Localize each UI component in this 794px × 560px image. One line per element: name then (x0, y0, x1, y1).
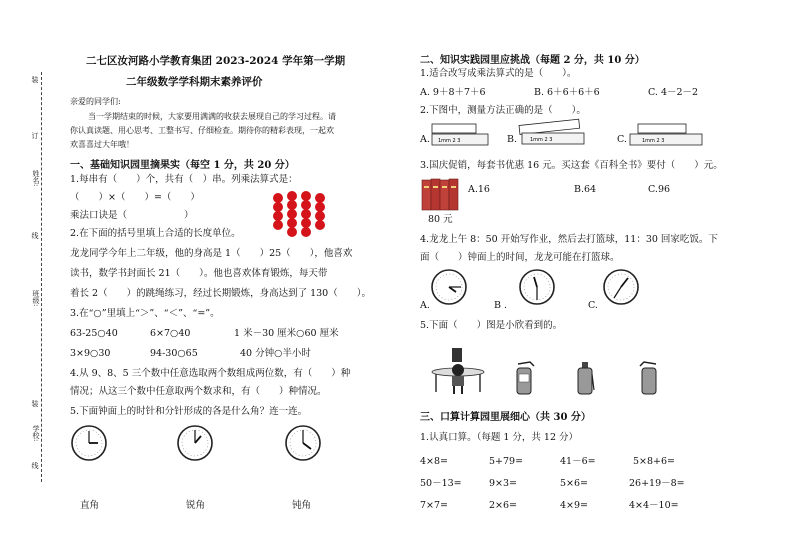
ruler-b-label: 1mm 2 3 (530, 137, 553, 143)
s2-q3-opt-c: C.96 (648, 184, 671, 195)
s2-q3-opt-b: B.64 (574, 184, 597, 195)
ruler-c-icon (628, 122, 704, 148)
calc-1-3: 41－6= (560, 456, 596, 467)
intro-line-3: 欢喜喜过大年哦！ (70, 140, 134, 149)
s2-q2: 2.下图中，测量方法正确的是（ ）。 (420, 105, 586, 116)
seal-mark-1: 装 (31, 76, 39, 84)
compare-2-3: 40 分钟○半小时 (240, 348, 311, 359)
s2-q4-b: 面（ ）钟面上的时间，龙龙可能在打篮球。 (420, 252, 620, 263)
calc-3-2: 2×6= (489, 500, 518, 511)
s2-q1-opt-a: A. 9＋8＋7＋6 (420, 87, 486, 98)
ruler-a-icon (430, 122, 490, 148)
seal-mark-5: 线 (31, 462, 39, 470)
clock-c (602, 268, 640, 306)
s2-q3: 3.国庆促销，每套书优惠 16 元。买这套《百科全书》要付（ ）元。 (420, 160, 723, 171)
s1-q2-c: 着长 2（ ）的跳绳练习，经过长期锻炼，身高达到了 130（ ）。 (70, 288, 371, 299)
books-icon (420, 176, 462, 212)
clock-icon (518, 268, 556, 306)
class-label: 班级: (32, 290, 40, 307)
compare-1-3: 1 米－30 厘米○60 厘米 (234, 328, 339, 339)
binding-line (41, 72, 42, 482)
name-label: 姓名: (32, 170, 40, 187)
calc-2-1: 50－13= (420, 478, 462, 489)
s1-q5: 5.下面钟面上的时针和分针形成的各是什么角？连一连。 (70, 406, 308, 417)
calc-3-4: 4×4－10= (629, 500, 679, 511)
s2-q1-opt-c: C. 4－2－2 (648, 87, 699, 98)
clock-icon (284, 424, 322, 462)
s1-q1-a: 1.每串有（ ）个，共有（ ）串。列乘法算式是： (70, 174, 298, 185)
s1-q2-b: 读书，数学书封面长 21（ ）。他也喜欢体育锻炼，每天带 (70, 268, 328, 279)
clock-icon (430, 268, 468, 306)
clock-icon (70, 424, 108, 462)
extinguisher-back-icon (636, 360, 662, 396)
ruler-b-icon (518, 118, 588, 148)
extinguisher-front-icon (574, 360, 596, 396)
clock-b (518, 268, 556, 306)
s2-q1: 1.适合改写成乘法算式的是（ ）。 (420, 68, 577, 79)
extinguisher-side-icon (512, 360, 538, 396)
calc-3-3: 4×9= (560, 500, 589, 511)
ruler-opt-c: C. (617, 134, 627, 145)
angle-obtuse: 钝角 (292, 500, 312, 511)
section1-title: 一、基础知识园里摘果实（每空 1 分，共 20 分） (70, 160, 295, 171)
calc-2-2: 9×3= (489, 478, 518, 489)
clock-3 (284, 424, 322, 462)
school-title: 二七区汝河路小学教育集团 2023-2024 学年第一学期 (86, 55, 346, 67)
book-price: 80 元 (428, 214, 453, 225)
clock-a (430, 268, 468, 306)
s2-q1-opt-b: B. 6＋6＋6＋6 (534, 87, 600, 98)
s2-q4-a: 4.龙龙上午 8：50 开始写作业，然后去打篮球，11：30 回家吃饭。下 (420, 234, 718, 245)
s1-q1-c: 乘法口诀是（ ） (70, 210, 194, 221)
seal-mark-2: 订 (31, 132, 39, 140)
clock-1 (70, 424, 108, 462)
compare-1-2: 6×7○40 (150, 328, 191, 339)
section3-title: 三、口算计算园里展细心（共 30 分） (420, 412, 591, 423)
girl-looking-icon (430, 344, 486, 396)
intro-line-1: 当一学期结束的时候，大家要用满满的收获去展现自己的学习过程。请 (88, 112, 336, 121)
s2-q4-opt-b: B . (494, 300, 508, 311)
s2-q4-opt-a: A. (420, 300, 430, 311)
apple-bunch-icon (266, 190, 340, 238)
s1-q4-a: 4.从 9、8、5 三个数中任意选取两个数组成两位数，有（ ）种 (70, 368, 351, 379)
s1-q3: 3.在“○”里填上“＞”、“＜”、“=”。 (70, 308, 220, 319)
ruler-a-label: 1mm 2 3 (438, 138, 461, 144)
section2-title: 二、知识实践园里应挑战（每题 2 分，共 10 分） (420, 55, 645, 66)
calc-2-3: 5×6= (560, 478, 589, 489)
s2-q3-opt-a: A.16 (468, 184, 490, 195)
s3-sub: 1.认真口算。（每题 1 分，共 12 分） (420, 432, 579, 443)
s1-q1-b: （ ）×（ ）=（ ） (70, 192, 200, 203)
angle-right: 直角 (80, 500, 100, 511)
compare-2-1: 3×9○30 (70, 348, 111, 359)
compare-2-2: 94-30○65 (150, 348, 198, 359)
calc-1-4: 5×8+6= (633, 456, 676, 467)
angle-acute: 锐角 (186, 500, 206, 511)
s1-q4-b: 情况；从这三个数中任意取两个数求和，有（ ）种情况。 (70, 386, 327, 397)
intro-line-2: 你认真读题、用心思考、工整书写、仔细检查。期待你的精彩表现，一起欢 (70, 126, 334, 135)
calc-1-1: 4×8= (420, 456, 449, 467)
school-label: 学校: (32, 425, 40, 442)
ruler-opt-a: A. (420, 134, 430, 145)
ruler-opt-b: B. (507, 134, 518, 145)
seal-mark-4: 装 (31, 400, 39, 408)
compare-1-1: 63-25○40 (70, 328, 118, 339)
calc-3-1: 7×7= (420, 500, 449, 511)
exam-title: 二年级数学学科期末素养评价 (126, 76, 263, 88)
ruler-c-label: 1mm 2 3 (642, 138, 665, 144)
s2-q5: 5.下面（ ）图是小欣看到的。 (420, 320, 563, 331)
clock-icon (176, 424, 214, 462)
greeting: 亲爱的同学们: (70, 97, 121, 106)
calc-1-2: 5+79= (489, 456, 524, 467)
s1-q2: 2.在下面的括号里填上合适的长度单位。 (70, 228, 241, 239)
s2-q4-opt-c: C. (588, 300, 598, 311)
clock-icon (602, 268, 640, 306)
s1-q2-a: 龙龙同学今年上二年级，他的身高是 1（ ）25（ ），他喜欢 (70, 248, 353, 259)
calc-2-4: 26+19－8= (629, 478, 685, 489)
seal-mark-3: 线 (31, 232, 39, 240)
clock-2 (176, 424, 214, 462)
